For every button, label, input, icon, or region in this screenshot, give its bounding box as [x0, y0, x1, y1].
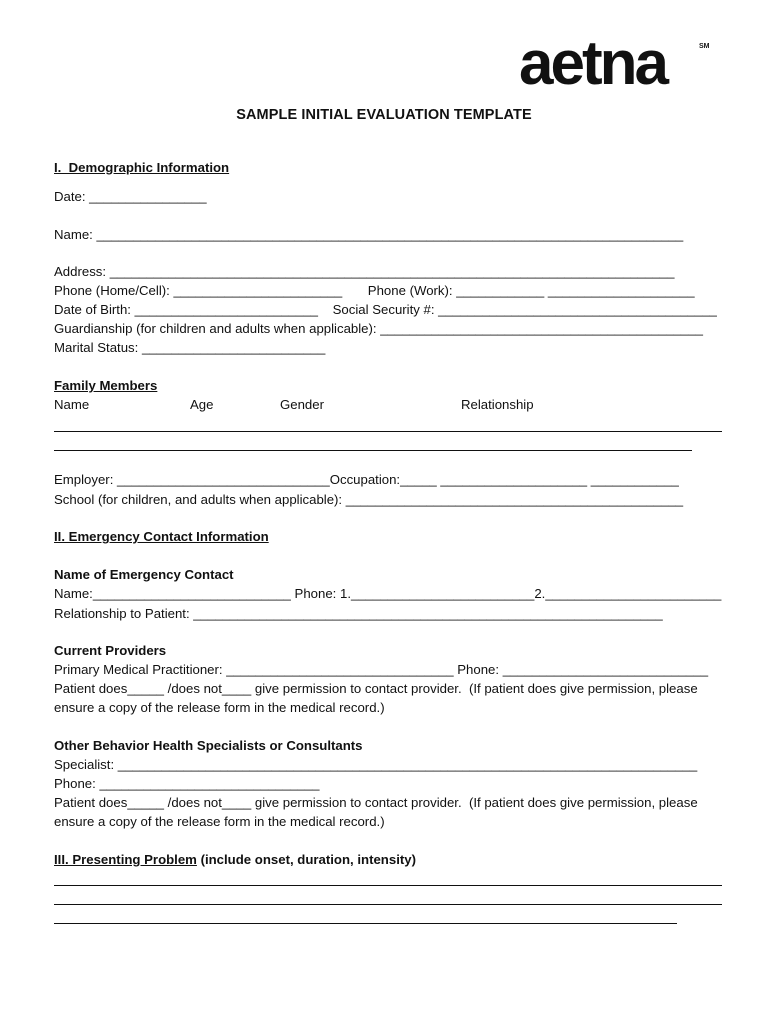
- family-col-relationship: Relationship: [461, 397, 534, 412]
- family-entry-line: [54, 431, 722, 432]
- logo-service-mark: SM: [699, 43, 709, 50]
- provider-permission-line: Patient does_____ /does not____ give permission to contact provider. (If patient does give permission, please: [54, 681, 698, 696]
- name-field: Name: ________________________________________________________________________________: [54, 227, 684, 242]
- address-field: Address: _____________________________________________________________________________: [54, 264, 675, 279]
- aetna-logo: [519, 36, 709, 90]
- specialist-permission-line: Patient does_____ /does not____ give permission to contact provider. (If patient does give permission, please: [54, 795, 698, 810]
- presenting-problem-line: [54, 885, 722, 886]
- specialist-phone-field: Phone: ______________________________: [54, 776, 320, 791]
- logo-wordmark: aetna: [519, 36, 666, 90]
- marital-status-field: Marital Status: _________________________: [54, 340, 326, 355]
- phone-field: Phone (Home/Cell): _______________________ Phone (Work): ____________ ____________________: [54, 283, 695, 298]
- presenting-problem-title: III. Presenting Problem: [54, 852, 197, 867]
- specialist-permission-line-2: ensure a copy of the release form in the medical record.): [54, 814, 385, 829]
- family-members-heading: Family Members: [54, 378, 158, 393]
- date-field: Date: ________________: [54, 189, 207, 204]
- other-specialists-heading: Other Behavior Health Specialists or Consultants: [54, 738, 363, 753]
- current-providers-heading: Current Providers: [54, 643, 167, 658]
- family-col-age: Age: [190, 397, 214, 412]
- presenting-problem-line: [54, 904, 722, 905]
- family-entry-line: [54, 450, 692, 451]
- guardianship-field: Guardianship (for children and adults when applicable): ____________________________________________: [54, 321, 703, 336]
- school-field: School (for children, and adults when applicable): ______________________________________________: [54, 492, 684, 507]
- emergency-relationship-field: Relationship to Patient: ________________________________________________________________: [54, 606, 663, 621]
- family-col-name: Name: [54, 397, 90, 412]
- specialist-field: Specialist: _______________________________________________________________________________: [54, 757, 698, 772]
- demographic-heading: I. Demographic Information: [54, 160, 230, 175]
- emergency-name-phone-field: Name:___________________________ Phone: 1._________________________2.________________________: [54, 586, 722, 601]
- presenting-problem-line: [54, 923, 677, 924]
- presenting-problem-note: (include onset, duration, intensity): [196, 852, 416, 867]
- presenting-problem-heading: [54, 852, 416, 868]
- document-title: SAMPLE INITIAL EVALUATION TEMPLATE: [236, 107, 532, 123]
- dob-ssn-field: Date of Birth: _________________________ Social Security #: ______________________________________: [54, 302, 717, 317]
- family-col-gender: Gender: [280, 397, 324, 412]
- emergency-contact-subheading: Name of Emergency Contact: [54, 567, 234, 582]
- provider-permission-line-2: ensure a copy of the release form in the medical record.): [54, 700, 385, 715]
- primary-practitioner-field: Primary Medical Practitioner: _______________________________ Phone: ____________________________: [54, 662, 709, 677]
- emergency-heading: II. Emergency Contact Information: [54, 529, 269, 544]
- employer-occupation-field: Employer: _____________________________Occupation:_____ ____________________ ____________: [54, 472, 679, 487]
